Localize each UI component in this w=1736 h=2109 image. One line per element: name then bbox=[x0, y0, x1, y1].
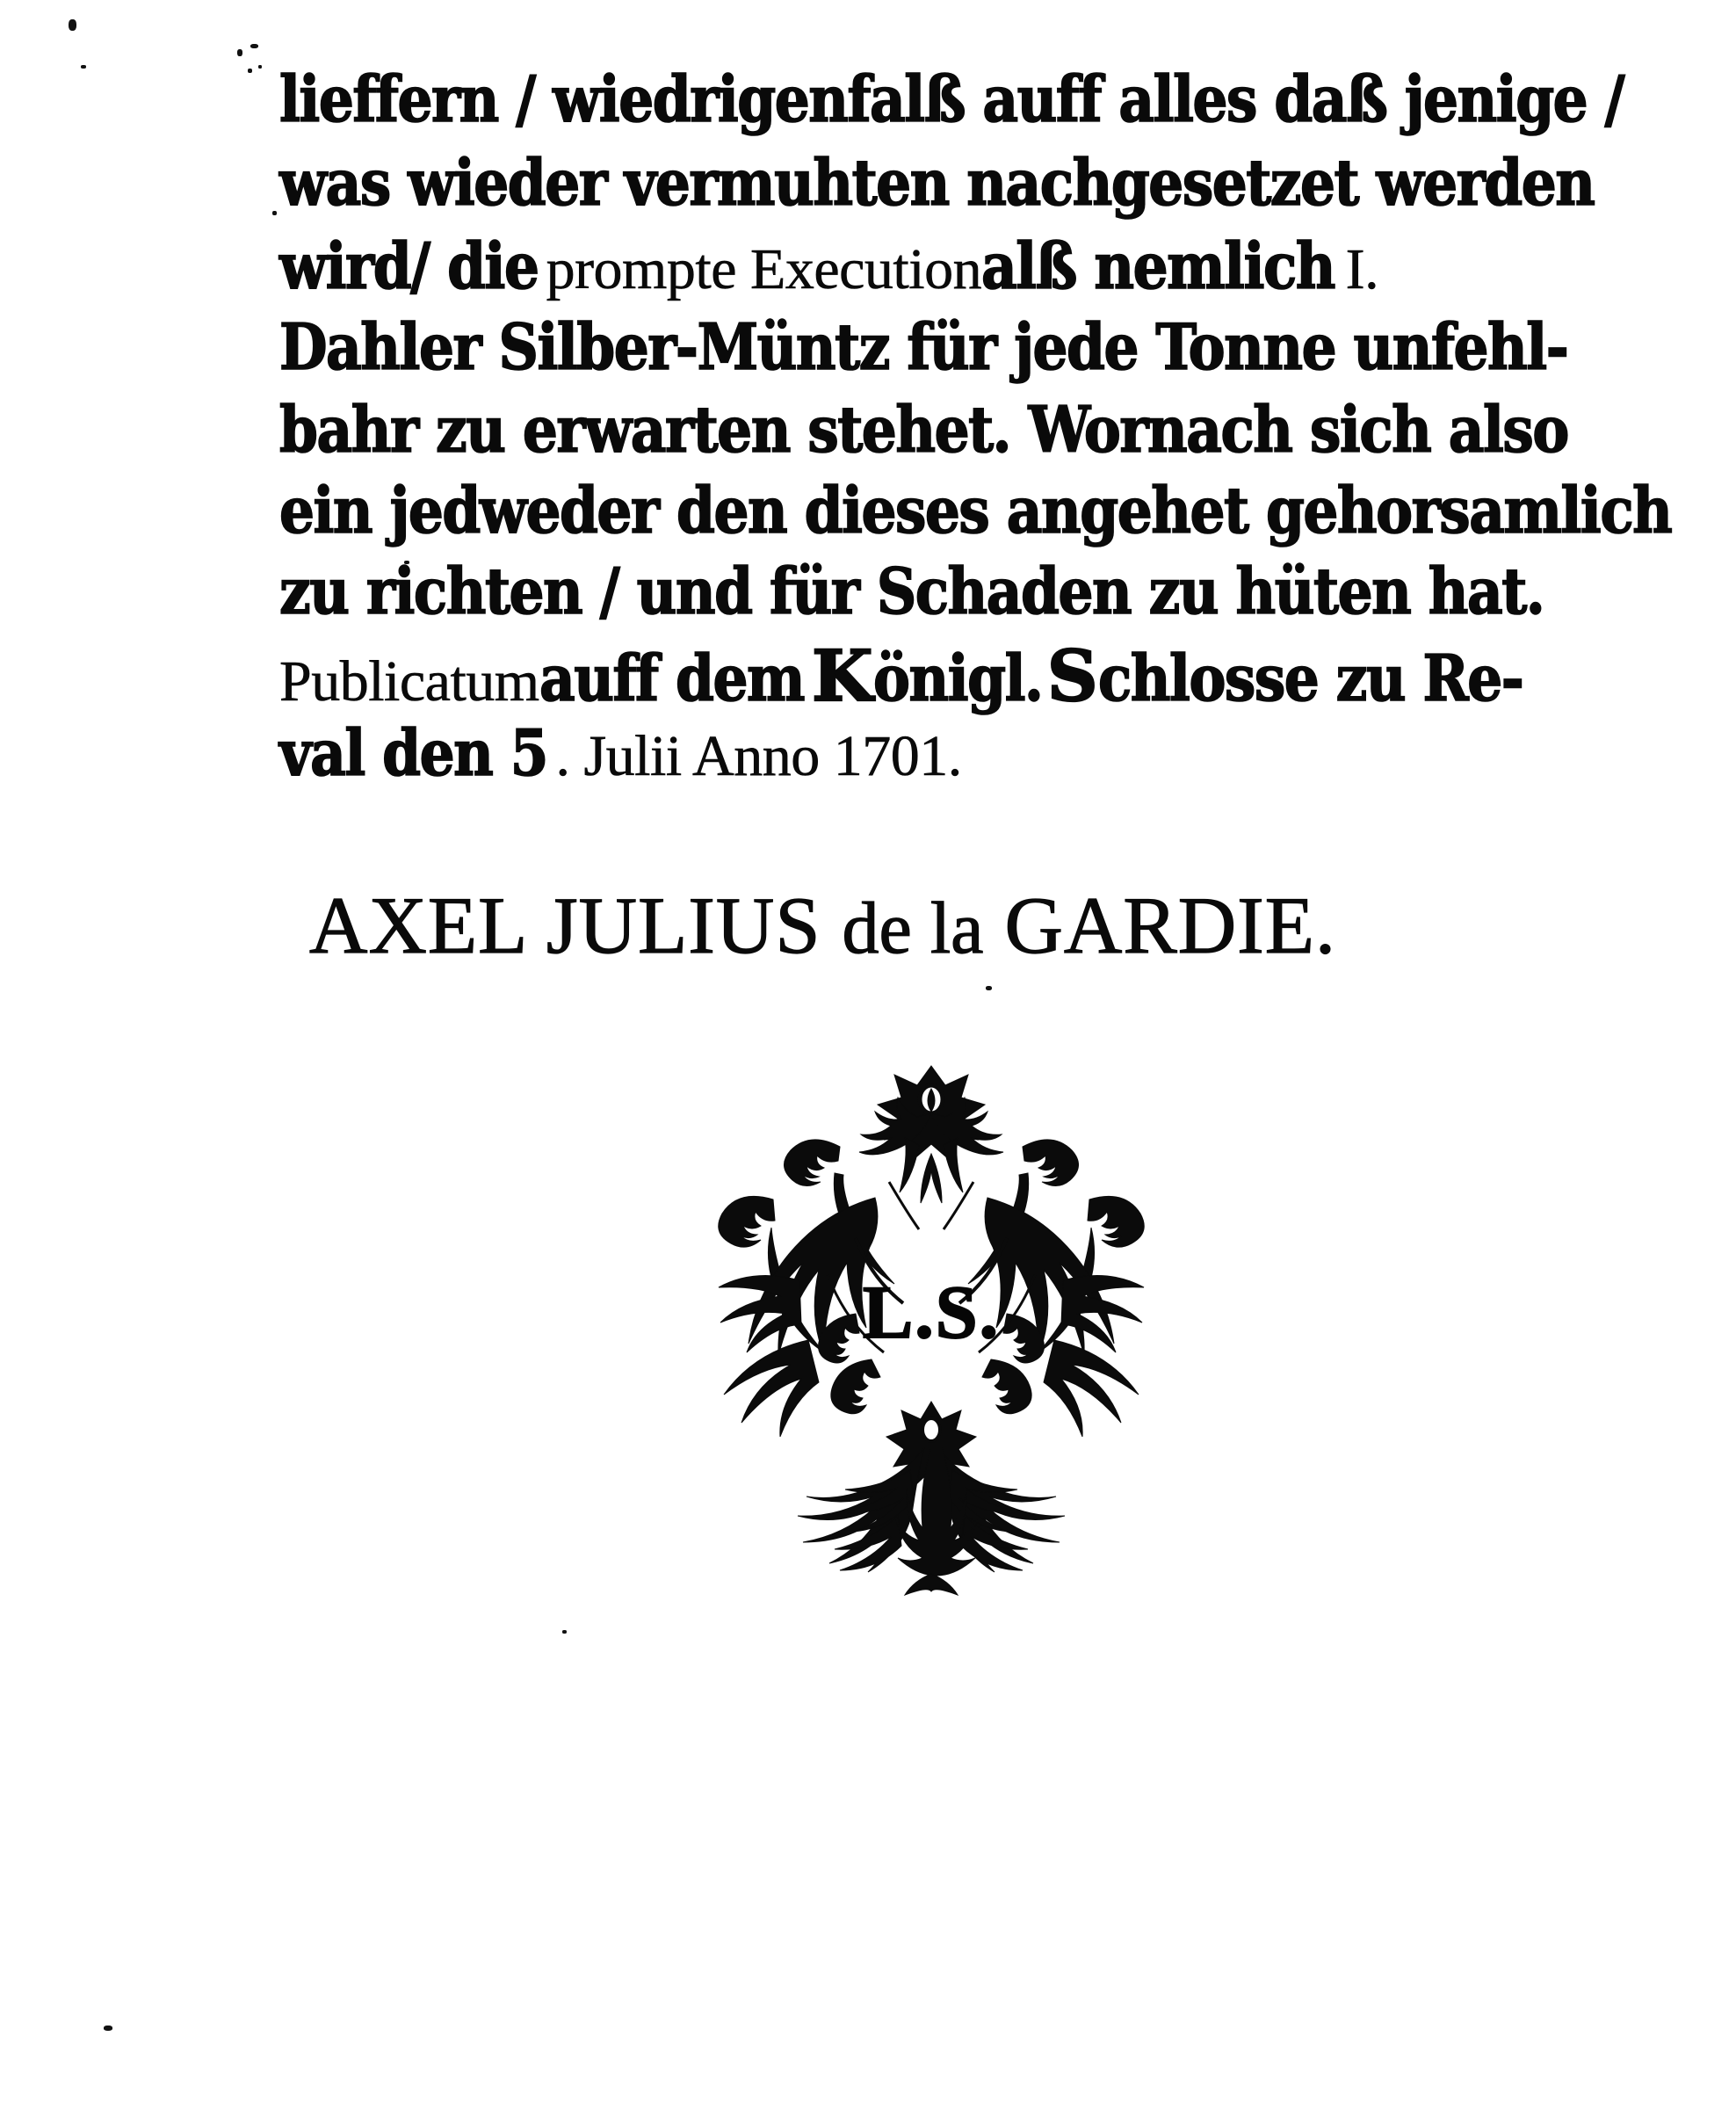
scan-speck bbox=[237, 49, 242, 56]
scan-speck bbox=[81, 65, 86, 69]
seal-ornament bbox=[668, 1050, 1195, 1613]
text-line-4-fraktur: Dahler Silber-Müntz für jede Tonne unfehl- bbox=[279, 309, 1568, 384]
text-line-6 bbox=[279, 473, 1714, 554]
scan-speck bbox=[272, 211, 277, 215]
text-line-3-roman-numeral: I. bbox=[1345, 237, 1379, 301]
text-line-8-fraktur-c: chlosse zu Re- bbox=[1097, 641, 1523, 715]
signature-particle: de la bbox=[842, 888, 984, 969]
text-line-9-date bbox=[279, 715, 962, 797]
text-line-1-fraktur: lieffern / wiedrigenfalß auff alles daß jenige / bbox=[279, 62, 1624, 136]
text-line-8 bbox=[279, 634, 1536, 716]
text-line-5 bbox=[279, 392, 1608, 474]
scan-speck bbox=[986, 986, 992, 990]
text-line-4 bbox=[279, 309, 1608, 391]
text-line-6-fraktur: ein jedweder den dieses angehet gehorsamlich bbox=[279, 473, 1672, 547]
text-line-8-fraktur-b: önigl. bbox=[872, 641, 1042, 715]
text-line-3-fraktur-a: wird/ die bbox=[279, 228, 539, 303]
signature-family-name: GARDIE bbox=[1004, 881, 1315, 970]
signature-period: . bbox=[1314, 881, 1336, 970]
text-line-3-fraktur-b: alß nemlich bbox=[981, 228, 1335, 303]
scan-speck bbox=[250, 44, 258, 48]
text-line-5-fraktur: bahr zu erwarten stehet. Wornach sich also bbox=[279, 392, 1568, 467]
scan-speck bbox=[69, 19, 76, 31]
text-line-9-roman-date: . Julii Anno 1701. bbox=[555, 724, 962, 788]
text-line-8-fraktur-a: auff dem bbox=[539, 641, 804, 715]
text-line-2 bbox=[279, 145, 1635, 227]
scan-speck bbox=[104, 2026, 112, 2031]
text-line-8-roman-publicatum: Publicatum bbox=[279, 649, 539, 714]
signature-line bbox=[309, 879, 1583, 972]
text-line-7-fraktur: zu richten / und für Schaden zu hüten hat. bbox=[279, 554, 1544, 628]
text-line-1 bbox=[279, 62, 1665, 143]
text-line-9-fraktur: val den 5 bbox=[279, 715, 548, 790]
text-line-3 bbox=[279, 228, 1378, 310]
scan-speck bbox=[248, 69, 252, 73]
decorated-initial-s: S bbox=[1046, 634, 1098, 717]
scan-speck bbox=[562, 1630, 567, 1634]
text-line-7 bbox=[279, 554, 1583, 635]
text-line-2-fraktur: was wieder vermuhten nachgesetzet werden bbox=[279, 145, 1595, 220]
text-line-3-roman-execution: prompte Execution bbox=[546, 237, 982, 301]
signature-given-names: AXEL JULIUS bbox=[309, 881, 821, 970]
scan-speck bbox=[258, 65, 262, 69]
decorated-initial-k: K bbox=[812, 634, 873, 717]
seal-ls-text: L.S. bbox=[862, 1270, 1001, 1354]
